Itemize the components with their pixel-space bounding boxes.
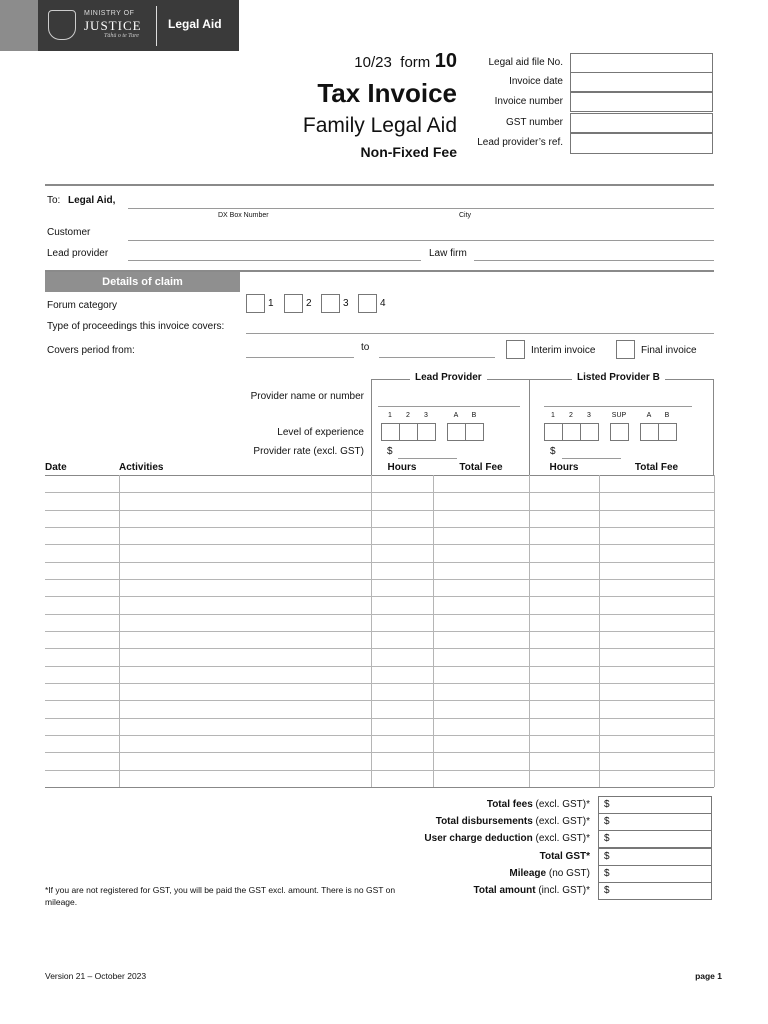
table-row[interactable] bbox=[45, 787, 714, 788]
interim-invoice-label: Interim invoice bbox=[531, 345, 596, 356]
logo-stripe bbox=[0, 0, 38, 51]
header-field-input[interactable] bbox=[570, 133, 713, 154]
table-row[interactable] bbox=[45, 735, 714, 736]
interim-invoice-checkbox[interactable] bbox=[506, 340, 525, 359]
total-row-currency: $ bbox=[604, 816, 610, 827]
lead-level-checkbox[interactable] bbox=[465, 423, 484, 441]
total-row-label-bold: Total GST* bbox=[539, 851, 590, 862]
to-label: To: bbox=[47, 195, 61, 206]
logo-justice-text: JUSTICE bbox=[84, 18, 142, 33]
listed-level-checkbox[interactable] bbox=[658, 423, 677, 441]
lead-level-label: 3 bbox=[424, 412, 428, 419]
listed-level-checkbox[interactable] bbox=[610, 423, 629, 441]
proceedings-label: Type of proceedings this invoice covers: bbox=[47, 321, 225, 332]
header-field-input[interactable] bbox=[570, 113, 713, 133]
total-row-currency: $ bbox=[604, 799, 610, 810]
listed-level-label: 3 bbox=[587, 412, 591, 419]
customer-field[interactable] bbox=[128, 240, 714, 241]
table-column-divider bbox=[119, 475, 120, 787]
page-title: Tax Invoice bbox=[317, 78, 457, 108]
listed-level-label: 1 bbox=[551, 412, 555, 419]
listed-provider-title: Listed Provider B bbox=[572, 372, 665, 383]
lead-rate-field[interactable] bbox=[398, 458, 457, 459]
total-row-label-qualifier: (excl. GST)* bbox=[532, 816, 590, 827]
listed-level-checkbox[interactable] bbox=[580, 423, 599, 441]
table-row[interactable] bbox=[45, 770, 714, 771]
total-row-value-field[interactable] bbox=[598, 882, 712, 900]
table-row[interactable] bbox=[45, 510, 714, 511]
legal-aid-logo bbox=[0, 0, 239, 51]
proceedings-field[interactable] bbox=[246, 333, 714, 334]
logo-motto-text: Tāhū o te Ture bbox=[104, 33, 139, 39]
col-listed-fee-header: Total Fee bbox=[634, 462, 679, 473]
total-row-label bbox=[360, 851, 590, 862]
rate-label: Provider rate (excl. GST) bbox=[253, 446, 364, 457]
lead-provider-label: Lead provider bbox=[47, 248, 109, 259]
final-invoice-label: Final invoice bbox=[641, 345, 697, 356]
lead-level-label: B bbox=[471, 412, 477, 419]
table-row[interactable] bbox=[45, 596, 714, 597]
table-column-divider bbox=[529, 475, 530, 787]
total-row-label-qualifier: (excl. GST)* bbox=[532, 799, 590, 810]
total-row-value-field[interactable] bbox=[598, 813, 712, 831]
table-row[interactable] bbox=[45, 648, 714, 649]
lead-level-label: A bbox=[453, 412, 459, 419]
table-row[interactable] bbox=[45, 562, 714, 563]
col-listed-hours-header: Hours bbox=[549, 462, 579, 473]
total-row-label-bold: Total fees bbox=[486, 799, 533, 810]
total-row-label-qualifier: (no GST) bbox=[546, 868, 590, 879]
lead-provider-title: Lead Provider bbox=[410, 372, 487, 383]
listed-level-label: A bbox=[646, 412, 652, 419]
claim-section-header bbox=[45, 272, 240, 292]
to-address-line[interactable] bbox=[128, 208, 714, 209]
total-row-currency: $ bbox=[604, 833, 610, 844]
total-row-label-bold: Mileage bbox=[509, 868, 547, 879]
header-field-label: Lead provider’s ref. bbox=[477, 137, 563, 148]
total-row-currency: $ bbox=[604, 868, 610, 879]
total-row-label bbox=[360, 833, 590, 844]
listed-rate-field[interactable] bbox=[562, 458, 621, 459]
lead-level-checkbox[interactable] bbox=[447, 423, 466, 441]
total-row-value-field[interactable] bbox=[598, 865, 712, 883]
col-lead-hours-header: Hours bbox=[387, 462, 417, 473]
table-row[interactable] bbox=[45, 700, 714, 701]
form-code bbox=[300, 50, 457, 73]
total-row-label bbox=[360, 799, 590, 810]
logo-divider bbox=[156, 6, 157, 46]
dx-box-label: DX Box Number bbox=[218, 212, 269, 219]
col-date-header: Date bbox=[45, 462, 67, 473]
law-firm-label: Law firm bbox=[429, 248, 467, 259]
listed-level-checkbox[interactable] bbox=[562, 423, 581, 441]
header-separator bbox=[45, 184, 714, 186]
forum-category-checkbox[interactable] bbox=[284, 294, 303, 313]
total-row-label bbox=[360, 816, 590, 827]
listed-level-label: B bbox=[664, 412, 670, 419]
col-activities-header: Activities bbox=[119, 462, 164, 473]
col-lead-fee-header: Total Fee bbox=[459, 462, 503, 473]
provider-name-label: Provider name or number bbox=[250, 391, 364, 402]
gst-footnote: *If you are not registered for GST, you will be paid the GST excl. amount. There is no GST on mileage. bbox=[45, 885, 396, 907]
logo-ministry-text: MINISTRY OF bbox=[84, 10, 135, 17]
customer-label: Customer bbox=[47, 227, 91, 238]
lead-level-label: 1 bbox=[388, 412, 392, 419]
law-firm-field[interactable] bbox=[474, 260, 714, 261]
total-row-label-qualifier: (excl. GST)* bbox=[532, 833, 590, 844]
table-row[interactable] bbox=[45, 492, 714, 493]
claim-section-title: Details of claim bbox=[102, 276, 183, 288]
version-label: Version 21 – October 2023 bbox=[45, 971, 147, 981]
header-field-label: Invoice number bbox=[494, 96, 563, 107]
table-column-divider bbox=[371, 475, 372, 787]
table-right-border bbox=[714, 475, 715, 787]
table-row[interactable] bbox=[45, 544, 714, 545]
forum-category-option: 3 bbox=[343, 298, 349, 309]
forum-category-checkbox[interactable] bbox=[358, 294, 377, 313]
total-row-value-field[interactable] bbox=[598, 848, 712, 866]
forum-category-checkbox[interactable] bbox=[246, 294, 265, 313]
table-row[interactable] bbox=[45, 579, 714, 580]
form-word: form bbox=[400, 54, 431, 71]
total-row-label-bold: Total amount bbox=[473, 885, 536, 896]
forum-category-option: 2 bbox=[306, 298, 312, 309]
total-row-label bbox=[360, 868, 590, 879]
header-field-input[interactable] bbox=[570, 53, 713, 73]
table-column-divider bbox=[433, 475, 434, 787]
forum-category-label: Forum category bbox=[47, 300, 118, 311]
period-from-label: Covers period from: bbox=[47, 345, 135, 356]
period-to-label: to bbox=[361, 342, 370, 353]
table-top-border bbox=[45, 475, 714, 476]
lead-level-label: 2 bbox=[406, 412, 410, 419]
coat-of-arms-icon bbox=[48, 10, 76, 40]
total-row-currency: $ bbox=[604, 851, 610, 862]
forum-category-option: 4 bbox=[380, 298, 386, 309]
table-row[interactable] bbox=[45, 752, 714, 753]
table-row[interactable] bbox=[45, 527, 714, 528]
logo-brand-text: Legal Aid bbox=[168, 17, 222, 31]
header-field-label: GST number bbox=[505, 117, 563, 128]
listed-level-checkbox[interactable] bbox=[544, 423, 563, 441]
total-row-label-bold: User charge deduction bbox=[424, 833, 533, 844]
header-field-input[interactable] bbox=[570, 92, 713, 112]
lead-provider-name-field[interactable] bbox=[378, 406, 520, 407]
table-row[interactable] bbox=[45, 683, 714, 684]
period-from-field[interactable] bbox=[246, 357, 354, 358]
lead-level-checkbox[interactable] bbox=[417, 423, 436, 441]
table-row[interactable] bbox=[45, 718, 714, 719]
header-field-label: Invoice date bbox=[509, 76, 563, 87]
forum-category-checkbox[interactable] bbox=[321, 294, 340, 313]
period-to-field[interactable] bbox=[379, 357, 495, 358]
header-field-label: Legal aid file No. bbox=[488, 57, 563, 68]
listed-level-checkbox[interactable] bbox=[640, 423, 659, 441]
header-field-input[interactable] bbox=[570, 72, 713, 92]
listed-level-label: 2 bbox=[569, 412, 573, 419]
lead-rate-currency: $ bbox=[387, 446, 393, 457]
total-row-currency: $ bbox=[604, 885, 610, 896]
page-number: page 1 bbox=[695, 971, 722, 981]
city-label: City bbox=[459, 212, 472, 219]
final-invoice-checkbox[interactable] bbox=[616, 340, 635, 359]
table-row[interactable] bbox=[45, 614, 714, 615]
lead-level-checkbox[interactable] bbox=[381, 423, 400, 441]
table-row[interactable] bbox=[45, 666, 714, 667]
lead-provider-field[interactable] bbox=[128, 260, 421, 261]
table-column-divider bbox=[599, 475, 600, 787]
form-number: 10 bbox=[434, 50, 457, 72]
listed-provider-name-field[interactable] bbox=[544, 406, 692, 407]
listed-rate-currency: $ bbox=[550, 446, 556, 457]
total-row-label bbox=[360, 885, 590, 896]
forum-category-option: 1 bbox=[268, 298, 274, 309]
total-row-label-qualifier: (incl. GST)* bbox=[535, 885, 590, 896]
page-subtitle: Family Legal Aid bbox=[302, 114, 457, 137]
total-row-value-field[interactable] bbox=[598, 796, 712, 814]
lead-level-checkbox[interactable] bbox=[399, 423, 418, 441]
form-code-date: 10/23 bbox=[354, 54, 392, 71]
total-row-value-field[interactable] bbox=[598, 830, 712, 848]
listed-level-label: SUP bbox=[611, 412, 627, 419]
experience-label: Level of experience bbox=[277, 427, 364, 438]
table-row[interactable] bbox=[45, 631, 714, 632]
total-row-label-bold: Total disbursements bbox=[435, 816, 533, 827]
fee-type: Non-Fixed Fee bbox=[360, 144, 457, 160]
to-value: Legal Aid, bbox=[68, 195, 116, 206]
